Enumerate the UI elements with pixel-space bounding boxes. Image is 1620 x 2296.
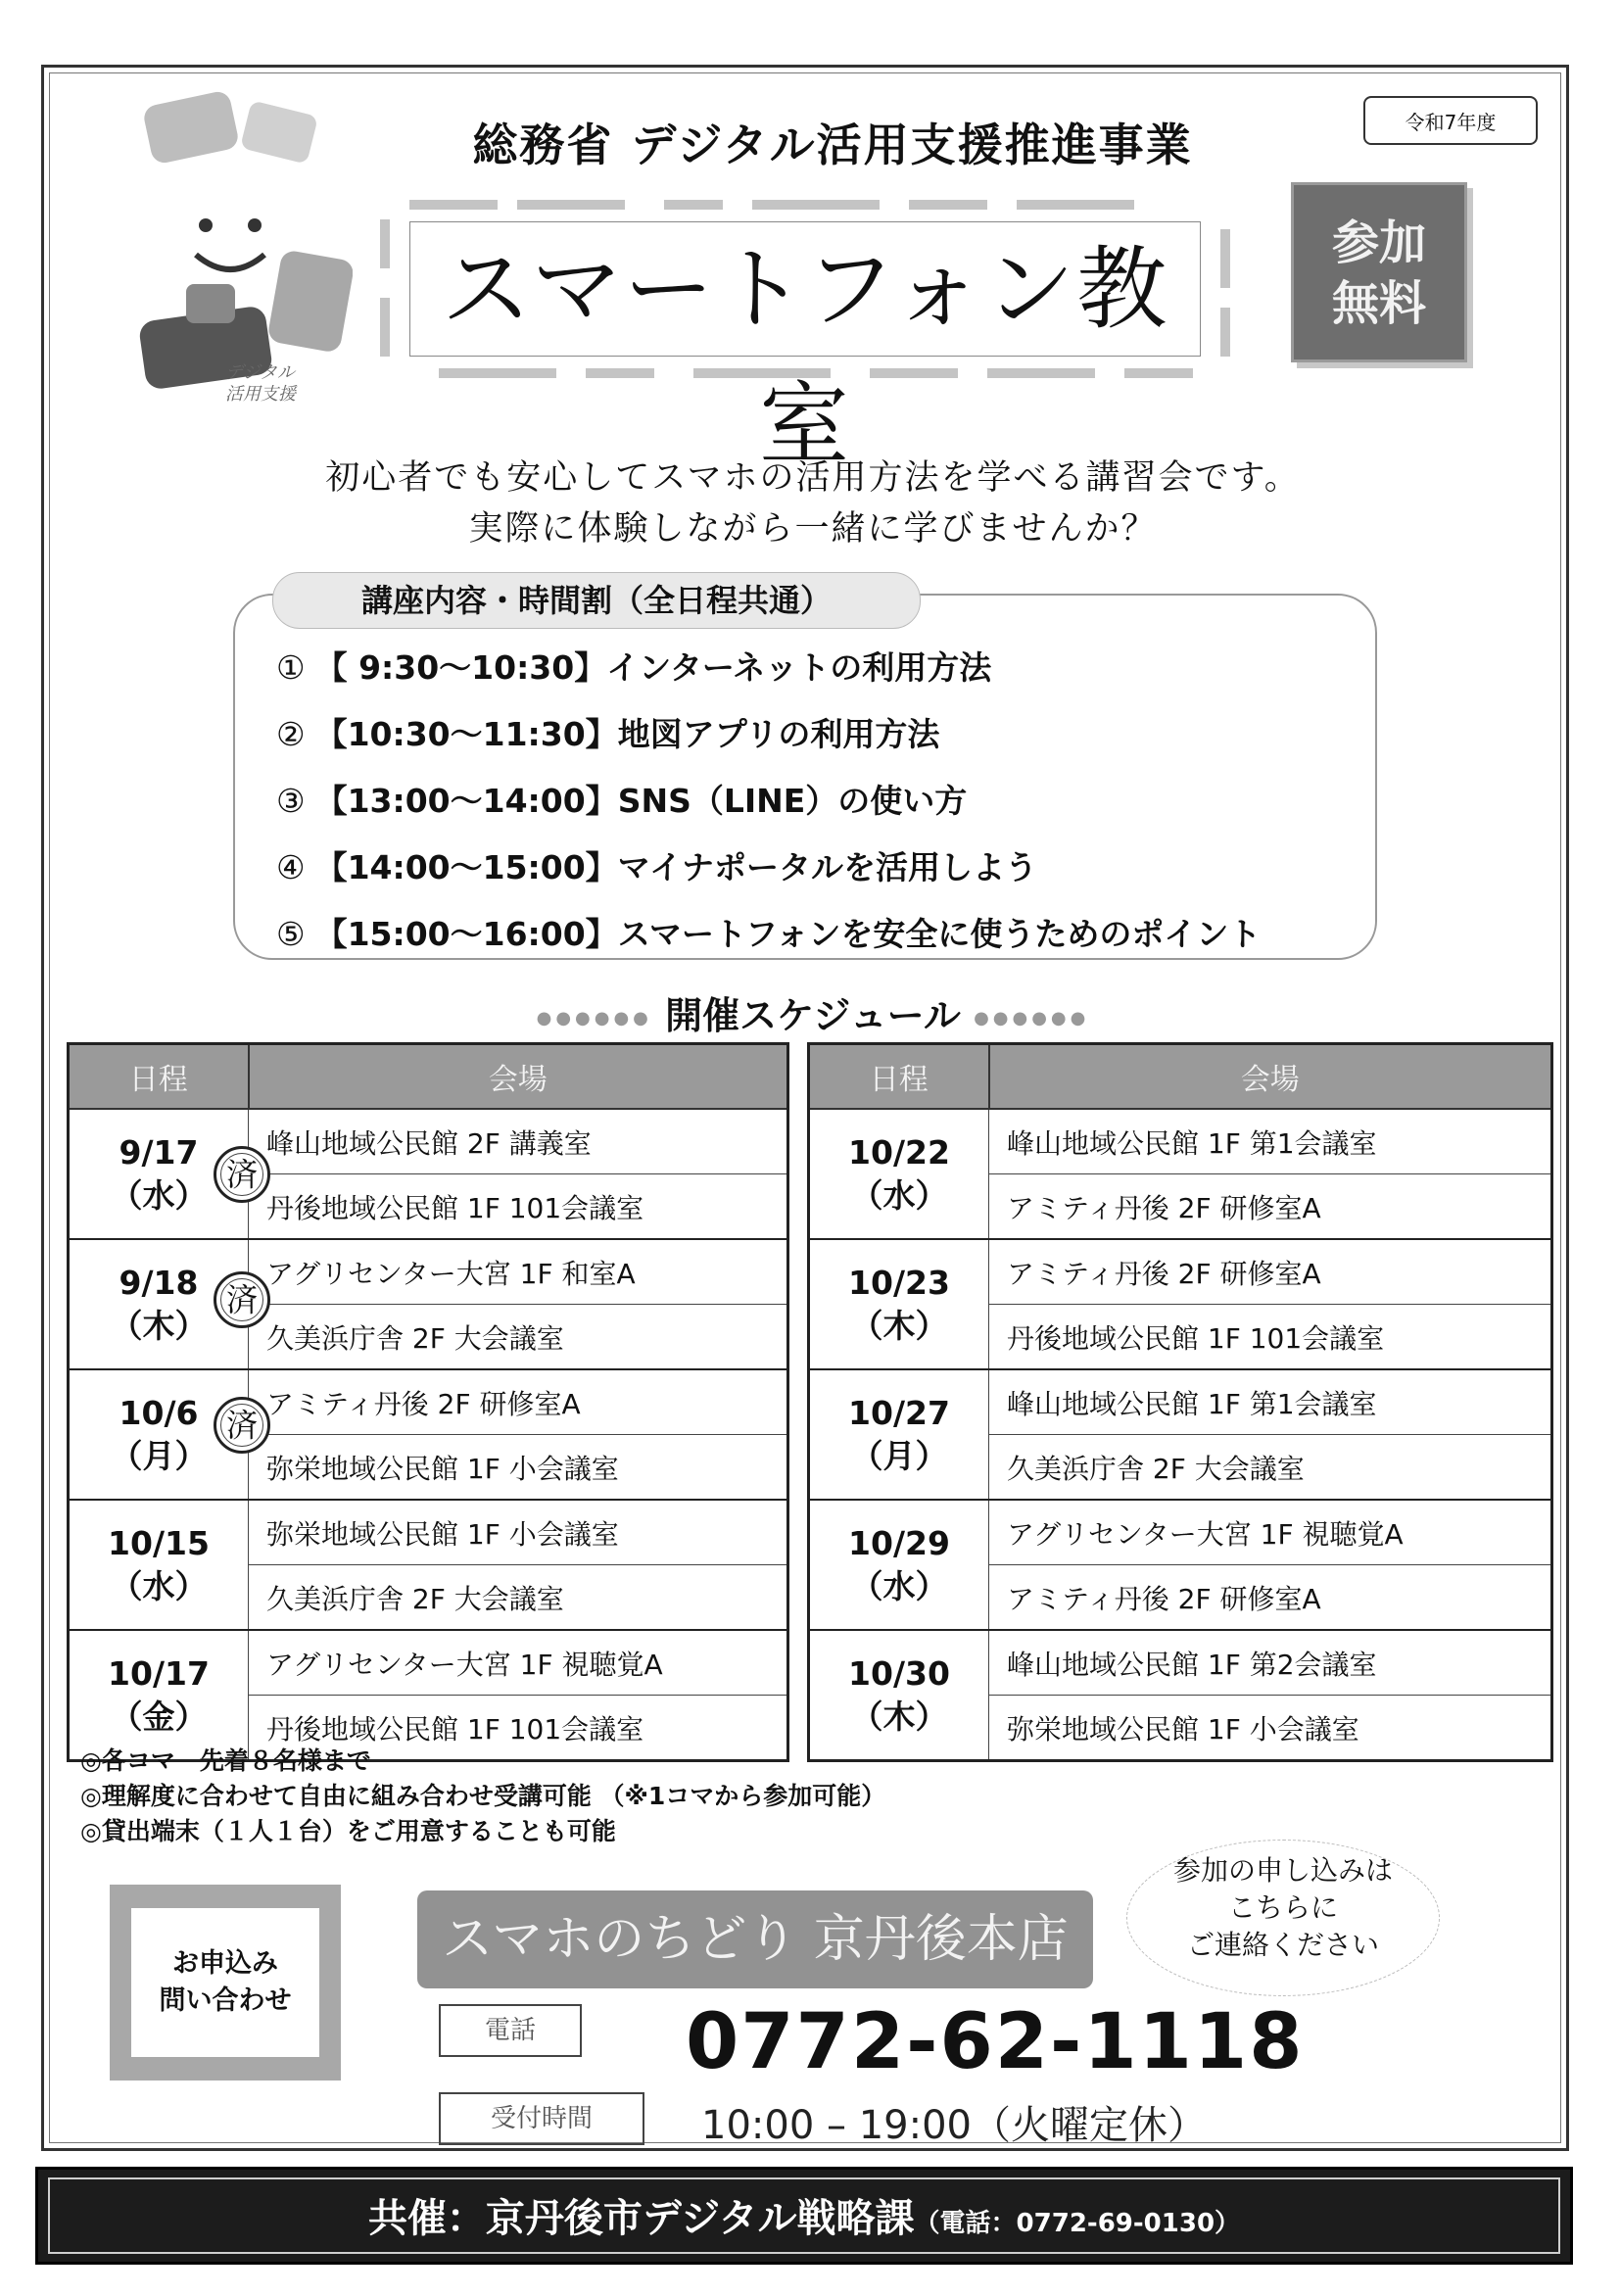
schedule-venue: 弥栄地域公民館 1F 小会議室 — [989, 1696, 1552, 1761]
free-badge: 参加 無料 — [1291, 182, 1467, 362]
phone-number[interactable]: 0772-62-1118 — [686, 1998, 1305, 2086]
apply-label: お申込み 問い合わせ — [131, 1908, 319, 2057]
schedule-venue: アミティ丹後 2F 研修室A — [989, 1565, 1552, 1631]
schedule-table-left — [67, 1042, 789, 1762]
schedule-venue: 峰山地域公民館 1F 第2会議室 — [989, 1630, 1552, 1696]
schedule-venue: 弥栄地域公民館 1F 小会議室 — [249, 1435, 788, 1501]
done-stamp: 済 — [214, 1271, 270, 1328]
schedule-venue: 峰山地域公民館 1F 第1会議室 — [989, 1369, 1552, 1435]
schedule-venue: 丹後地域公民館 1F 101会議室 — [249, 1696, 788, 1761]
intro-line-1: 初心者でも安心してスマホの活用方法を学べる講習会です。 — [325, 458, 1301, 498]
done-stamp: 済 — [214, 1146, 270, 1203]
done-stamp: 済 — [214, 1397, 270, 1454]
schedule-venue: 弥栄地域公民館 1F 小会議室 — [249, 1500, 788, 1565]
logo-caption: デジタル 活用支援 — [225, 362, 296, 405]
col-date: 日程 — [809, 1044, 989, 1110]
ministry-heading: 総務省 デジタル活用支援推進事業 — [472, 119, 1193, 171]
contact-bubble: 参加の申し込みは こちらに ご連絡ください — [1126, 1840, 1440, 1996]
note-line: ◎理解度に合わせて自由に組み合わせ受講可能 （※1コマから参加可能） — [80, 1782, 886, 1810]
col-date: 日程 — [69, 1044, 249, 1110]
schedule-venue: アミティ丹後 2F 研修室A — [989, 1174, 1552, 1240]
col-venue: 会場 — [249, 1044, 788, 1110]
schedule-venue: 久美浜庁舎 2F 大会議室 — [989, 1435, 1552, 1501]
schedule-date: 10/22 （水） — [809, 1109, 989, 1239]
schedule-date: 9/17 （水） — [69, 1109, 249, 1239]
schedule-date: 10/27 （月） — [809, 1369, 989, 1500]
schedule-date: 10/30 （木） — [809, 1630, 989, 1761]
page-title: スマートフォン教室 — [409, 221, 1201, 357]
schedule-date: 9/18 （木） — [69, 1239, 249, 1369]
schedule-venue: 丹後地域公民館 1F 101会議室 — [989, 1305, 1552, 1370]
schedule-venue: アグリセンター大宮 1F 視聴覚A — [989, 1500, 1552, 1565]
course-item: ⑤ 【15:00〜16:00】スマートフォンを安全に使うためのポイント — [276, 915, 1262, 953]
fiscal-year-badge: 令和7年度 — [1363, 96, 1538, 145]
schedule-venue: アグリセンター大宮 1F 和室A — [249, 1239, 788, 1305]
schedule-venue: 峰山地域公民館 1F 第1会議室 — [989, 1109, 1552, 1174]
shop-name: スマホのちどり 京丹後本店 — [417, 1890, 1093, 1988]
course-item: ③ 【13:00〜14:00】SNS（LINE）の使い方 — [276, 782, 968, 820]
course-item: ① 【 9:30〜10:30】インターネットの利用方法 — [276, 648, 992, 687]
col-venue: 会場 — [989, 1044, 1552, 1110]
business-hours: 10:00 – 19:00（火曜定休） — [701, 2103, 1207, 2148]
schedule-date: 10/23 （木） — [809, 1239, 989, 1369]
schedule-venue: アミティ丹後 2F 研修室A — [249, 1369, 788, 1435]
course-heading: 講座内容・時間割（全日程共通） — [272, 572, 921, 629]
schedule-date: 10/29 （水） — [809, 1500, 989, 1630]
schedule-venue: 久美浜庁舎 2F 大会議室 — [249, 1565, 788, 1631]
course-item: ② 【10:30〜11:30】地図アプリの利用方法 — [276, 715, 940, 753]
schedule-venue: 丹後地域公民館 1F 101会議室 — [249, 1174, 788, 1240]
phone-label: 電話 — [439, 2004, 582, 2057]
course-item: ④ 【14:00〜15:00】マイナポータルを活用しよう — [276, 848, 1038, 886]
schedule-venue: 峰山地域公民館 2F 講義室 — [249, 1109, 788, 1174]
note-line: ◎貸出端末（１人１台）をご用意することも可能 — [80, 1817, 616, 1845]
apply-box — [110, 1885, 341, 2081]
schedule-venue: 久美浜庁舎 2F 大会議室 — [249, 1305, 788, 1370]
intro-line-2: 実際に体験しながら一緒に学びませんか？ — [468, 509, 1158, 549]
schedule-date: 10/17 （金） — [69, 1630, 249, 1761]
schedule-venue: アミティ丹後 2F 研修室A — [989, 1239, 1552, 1305]
schedule-venue: アグリセンター大宮 1F 視聴覚A — [249, 1630, 788, 1696]
schedule-title: ●●●●●● 開催スケジュール ●●●●●● — [536, 994, 1090, 1037]
note-line: ◎各コマ 先着８名様まで — [80, 1746, 371, 1775]
schedule-date: 10/15 （水） — [69, 1500, 249, 1630]
footer-banner — [35, 2167, 1573, 2265]
hours-label: 受付時間 — [439, 2092, 644, 2145]
cohost-text: 共催：京丹後市デジタル戦略課（電話：0772-69-0130） — [48, 2177, 1560, 2254]
schedule-table-right — [807, 1042, 1553, 1762]
schedule-date: 10/6 （月） — [69, 1369, 249, 1500]
